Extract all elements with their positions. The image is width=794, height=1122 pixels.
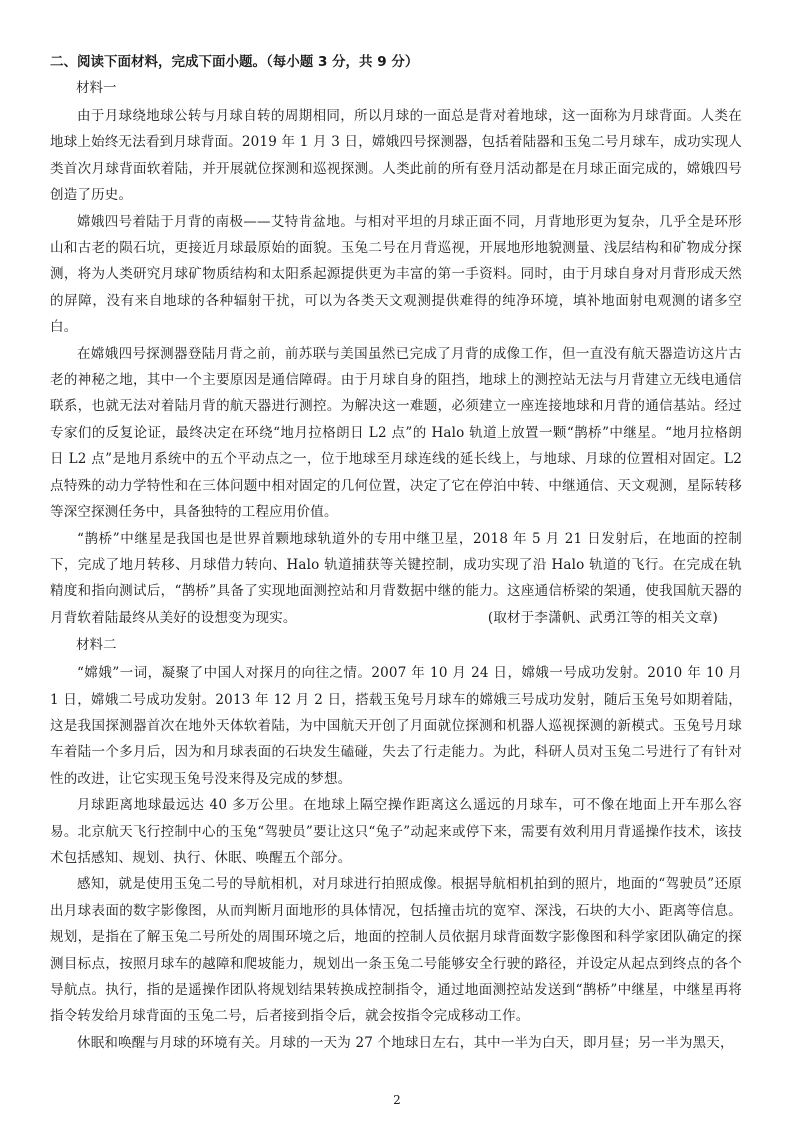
material-one-paragraph-3: 在嫦娥四号探测器登陆月背之前，前苏联与美国虽然已完成了月背的成像工作，但一直没有航天器造访这片古老的神秘之地，其中一个主要原因是通信障碍。由于月球自身的阻挡，地球上的测控站无法与月背建立无线电通信联系，也就无法对着陆月背的航天器进行测控。为解决这一难题，必须建立一座连接地球和月背的通信基站。经过专家们的反复论证，最终决定在环绕“地月拉格朗日 L2 点”的 Halo 轨道上放置一颗“鹊桥”中继星。“地月拉格朗日 L2 点”是地月系统中的五个平动点之一，位于地球至月球连线的延长线上，与地球、月球的位置相对固定。L2 点特殊的动力学特性和在三体问题中相对固定的几何位置，决定了它在停泊中转、中继通信、天文观测，星际转移等深空探测任务中，具备独特的工程应用价值。 — [50, 345, 742, 521]
material-one-paragraph-2: 嫦娥四号着陆于月背的南极——艾特肯盆地。与相对平坦的月球正面不同，月背地形更为复杂，几乎全是环形山和古老的陨石坑，更接近月球最原始的面貌。玉兔二号在月背巡视，开展地形地貌测量、浅层结构和矿物成分探测，将为人类研究月球矿物质结构和太阳系起源提供更为丰富的第一手资料。同时，由于月球自身对月背形成天然的屏障，没有来自地球的各种辐射干扰，可以为各类天文观测提供难得的纯净环境，填补地面射电观测的诸多空白。 — [50, 213, 742, 336]
material-one-paragraph-4-text: “鹊桥”中继星是我国也是世界首颗地球轨道外的专用中继卫星，2018 年 5 月 21 日发射后，在地面的控制下，完成了地月转移、月球借力转向、Halo 轨道捕获等关键控制，成功实现了沿 Halo 轨道的飞行。在完成在轨精度和指向测试后，“鹊桥”具备了实现地面测控站和月背数据中继的能力。这座通信桥梁的架通，使我国航天器的月背软着陆最终从美好的设想变为现实。 — [50, 530, 742, 626]
material-two-label: 材料二 — [76, 637, 117, 654]
section-heading: 二、阅读下面材料，完成下面小题。（每小题 3 分，共 9 分） — [50, 54, 419, 70]
material-one-source: (取材于李潇帆、武勇江等的相关文章) — [487, 609, 718, 626]
material-one-paragraph-4 — [50, 526, 742, 632]
material-two-paragraph-1: “嫦娥”一词，凝聚了中国人对探月的向往之情。2007 年 10 月 24 日，嫦娥一号成功发射。2010 年 10 月 1 日，嫦娥二号成功发射。2013 年 12 月 2 日，搭载玉兔号月球车的嫦娥三号成功发射，随后玉兔号如期着陆，这是我国探测器首次在地外天体软着陆，为中国航天开创了月面就位探测和机器人巡视探测的新模式。玉兔号月球车着陆一个多月后，因为和月球表面的石块发生磕碰，失去了行走能力。为此，科研人员对玉兔二号进行了有针对性的改进，让它实现玉兔号没来得及完成的梦想。 — [50, 665, 742, 787]
material-two-paragraph-3: 感知，就是使用玉兔二号的导航相机，对月球进行拍照成像。根据导航相机拍到的照片，地面的“驾驶员”还原出月球表面的数字影像图，从而判断月面地形的具体情况，包括撞击坑的宽窄、深浅，石块的大小、距离等信息。规划，是指在了解玉兔二号所处的周围环境之后，地面的控制人员依据月球背面数字影像图和科学家团队确定的探测目标点，按照月球车的越障和爬坡能力，规划出一条玉兔二号能够安全行驶的路径，并设定从起点到终点的各个导航点。执行，指的是遥操作团队将规划结果转换成控制指令，通过地面测控站发送到“鹊桥”中继星，中继星再将指令转发给月球背面的玉兔二号，后者接到指令后，就会按指令完成移动工作。 — [50, 876, 742, 1025]
material-two-paragraph-2: 月球距离地球最远达 40 多万公里。在地球上隔空操作距离这么遥远的月球车，可不像在地面上开车那么容易。北京航天飞行控制中心的玉兔“驾驶员”要让这只“兔子”动起来或停下来，需要有效利用月背遥操作技术，该技术包括感知、规划、执行、休眠、唤醒五个部分。 — [50, 797, 742, 866]
material-two-paragraph-4: 休眠和唤醒与月球的环境有关。月球的一天为 27 个地球日左右，其中一半为白天，即月昼；另一半为黑天， — [77, 1034, 734, 1051]
page-content — [50, 52, 742, 1056]
material-one-label: 材料一 — [76, 80, 117, 96]
material-one-paragraph-1: 由于月球绕地球公转与月球自转的周期相同，所以月球的一面总是背对着地球，这一面称为月球背面。人类在地球上始终无法看到月球背面。2019 年 1 月 3 日，嫦娥四号探测器，包括着陆器和玉兔二号月球车，成功实现人类首次月球背面软着陆，并开展就位探测和巡视探测。人类此前的所有登月活动都是在月球正面完成的，嫦娥四号创造了历史。 — [50, 108, 742, 204]
page-number: 2 — [393, 1093, 401, 1107]
